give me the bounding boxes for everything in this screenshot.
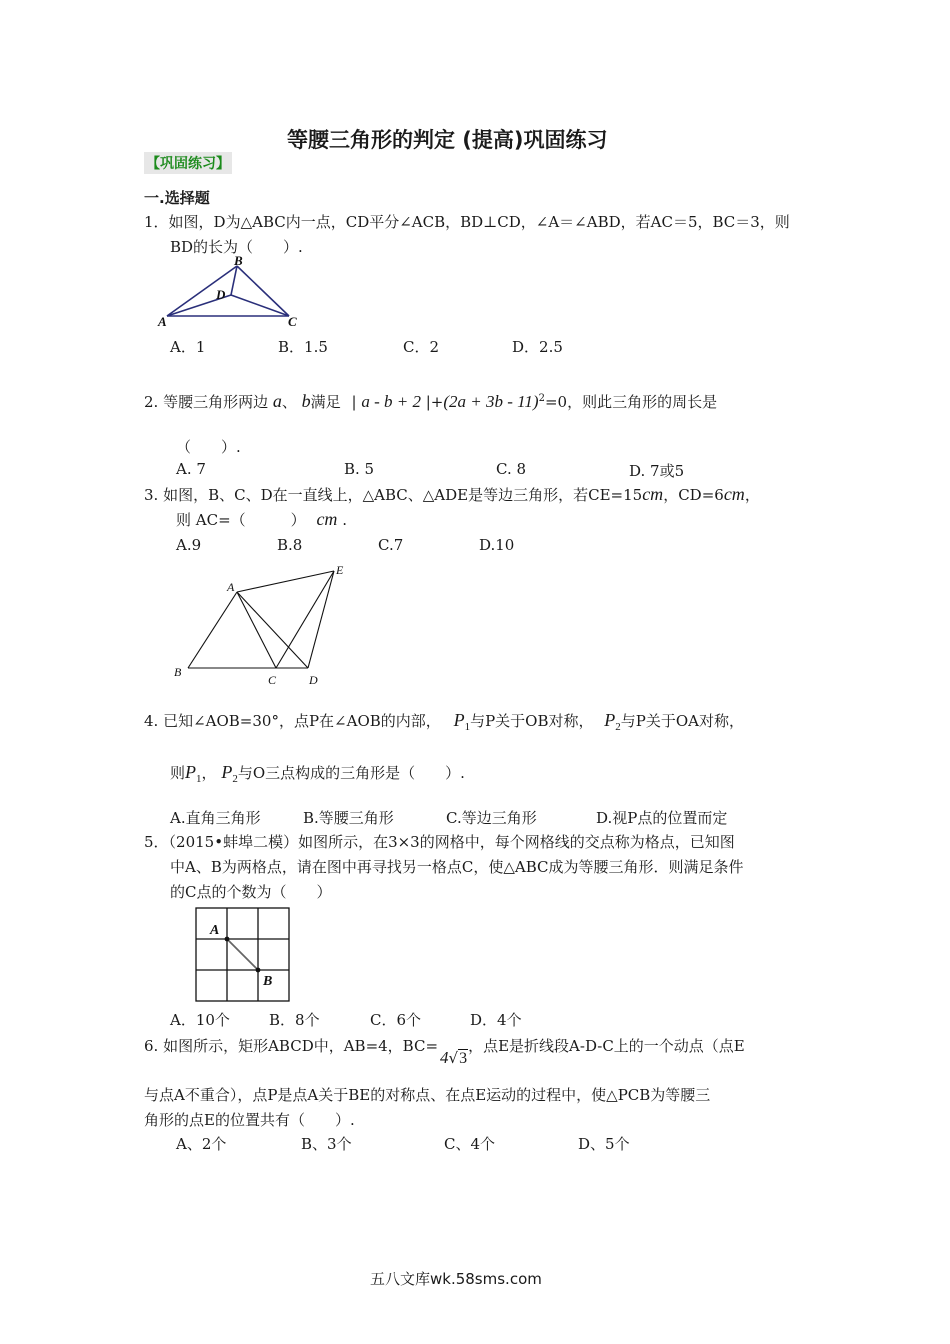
- q3-pre: 3. 如图，B、C、D在一直线上，△ABC、△ADE是等边三角形，若CE=15: [144, 486, 643, 504]
- q3-figure: [168, 560, 358, 690]
- q1-edge-ab: [167, 266, 237, 316]
- q4-p2-again: [221, 762, 238, 785]
- q3-line2-pre: 则 AC=（ ）: [176, 511, 306, 529]
- q2-sq-expr: (2a + 3b - 11): [443, 392, 539, 411]
- q5-point-a: [225, 937, 230, 942]
- q3-edge-ad: [237, 592, 308, 668]
- q1-option-c: C．2: [403, 338, 440, 356]
- q1-line2: BD的长为（ ）.: [170, 238, 303, 256]
- q4-mid1: 与P关于OB对称，: [470, 712, 594, 730]
- q1-label-b: B: [234, 253, 243, 268]
- q3-option-d: D.10: [479, 536, 515, 554]
- q4-option-a: A.直角三角形: [170, 809, 261, 827]
- q3-edge-ae: [237, 571, 334, 592]
- q4-line2-pre: 则: [170, 764, 186, 782]
- q3-edge-ac: [237, 592, 276, 668]
- page-footer: 五八文库wk.58sms.com: [370, 1270, 542, 1288]
- q2-plus: +: [430, 393, 444, 411]
- q5-grid-figure: [190, 904, 300, 1004]
- q2-line1: [144, 391, 717, 412]
- q2-mid: 满足: [310, 393, 341, 411]
- q1-label-c: C: [288, 314, 297, 329]
- q3-label-b: B: [174, 665, 182, 679]
- q4-line2-post: 与O三点构成的三角形是（ ）.: [237, 764, 465, 782]
- q2-line2: （ ）.: [176, 438, 241, 456]
- q5-option-b: B．8个: [269, 1011, 320, 1029]
- q1-label-d: D: [216, 287, 226, 302]
- q3-option-a: A.9: [176, 536, 202, 554]
- q2-abs-close: |: [425, 393, 431, 411]
- page-title: 等腰三角形的判定 (提高)巩固练习: [287, 128, 608, 152]
- q1-option-a: A．1: [170, 338, 206, 356]
- q2-abs-open: |: [351, 393, 357, 411]
- q2-option-b: B. 5: [344, 460, 375, 478]
- q6-post: ，点E是折线段A-D-C上的一个动点（点E: [468, 1037, 745, 1055]
- q2-option-a: A. 7: [176, 460, 206, 478]
- q6-radical-value: 3: [459, 1050, 468, 1067]
- q4-p1-letter: P: [453, 710, 465, 730]
- q3-edge-de: [308, 571, 334, 668]
- q4-option-b: B.等腰三角形: [303, 809, 394, 827]
- q4-pre: 4. 已知∠AOB=30°，点P在∠AOB的内部，: [144, 712, 441, 730]
- q5-option-a: A．10个: [170, 1011, 230, 1029]
- q2-var-a: a: [272, 391, 282, 411]
- q5-label-b: B: [263, 974, 273, 989]
- q1-option-d: D．2.5: [512, 338, 563, 356]
- q5-option-c: C．6个: [370, 1011, 422, 1029]
- q4-p2-sub: 2: [615, 721, 621, 733]
- q3-label-d: D: [309, 673, 318, 687]
- q1-edge-dc: [231, 295, 289, 316]
- q4-line2: [170, 762, 465, 785]
- q4-p1: [453, 710, 471, 733]
- q4-option-c: C.等边三角形: [446, 809, 537, 827]
- q1-label-a: A: [158, 314, 167, 329]
- q4-p2-again-sub: 2: [232, 773, 238, 785]
- practice-tag: 【巩固练习】: [144, 152, 232, 174]
- q5-segment-ab: [227, 939, 258, 970]
- q2-post: =0，则此三角形的周长是: [544, 393, 718, 411]
- q2-var-b: b: [301, 391, 311, 411]
- q6-line1: [144, 1035, 745, 1067]
- q3-unit-2: cm: [723, 484, 745, 504]
- q5-line1: 5．（2015•蚌埠二模）如图所示，在3×3的网格中，每个网格线的交点称为格点，已知图: [144, 833, 735, 851]
- q4-p1-again-letter: P: [185, 762, 197, 782]
- q4-mid2: 与P关于OA对称，: [620, 712, 744, 730]
- q6-radical: [440, 1048, 468, 1068]
- q3-line2: [176, 509, 347, 530]
- q2-option-d: D. 7或5: [629, 462, 685, 480]
- q1-edge-bc: [237, 266, 289, 316]
- q3-line2-end: .: [337, 511, 347, 529]
- q3-label-a: A: [227, 580, 235, 594]
- q3-mid: ，CD=6: [663, 486, 724, 504]
- q1-line1: 1．如图，D为△ABC内一点，CD平分∠ACB，BD⊥CD，∠A＝∠ABD，若AC＝5，BC＝3，则: [144, 213, 790, 231]
- q4-option-d: D.视P点的位置而定: [596, 809, 728, 827]
- q4-line1: [144, 710, 744, 733]
- q3-label-e: E: [336, 563, 344, 577]
- q1-option-b: B．1.5: [278, 338, 328, 356]
- q5-line2: 中A、B为两格点，请在图中再寻找另一格点C，使△ABC成为等腰三角形．则满足条件: [170, 858, 744, 876]
- q2-sq-pow: 2: [538, 393, 545, 404]
- q6-radical-coef: 4: [440, 1048, 449, 1067]
- q4-p2-letter: P: [604, 710, 616, 730]
- q6-line3: 角形的点E的位置共有（ ）.: [144, 1111, 355, 1129]
- q3-option-b: B.8: [277, 536, 303, 554]
- q3-edge-ce: [276, 571, 334, 668]
- q4-p2: [604, 710, 621, 733]
- q3-end: ，: [744, 486, 760, 504]
- q3-option-c: C.7: [378, 536, 404, 554]
- q3-label-c: C: [268, 673, 277, 687]
- q4-comma: ，: [201, 764, 217, 782]
- q6-option-a: A、2个: [176, 1135, 227, 1153]
- q4-p1-sub: 1: [464, 721, 471, 733]
- section-heading: 一.选择题: [144, 189, 210, 207]
- q3-edge-ab: [188, 592, 237, 668]
- q1-figure: [155, 252, 315, 332]
- q5-point-b: [256, 968, 261, 973]
- q5-label-a: A: [210, 923, 220, 938]
- q3-unit-3: cm: [316, 509, 338, 529]
- q6-pre: 6. 如图所示，矩形ABCD中，AB=4，BC=: [144, 1037, 439, 1055]
- q2-sep: 、: [281, 393, 297, 411]
- q2-pre: 2. 等腰三角形两边: [144, 393, 269, 411]
- q2-option-c: C. 8: [496, 460, 527, 478]
- q5-line3: 的C点的个数为（ ）: [170, 883, 332, 901]
- q3-unit-1: cm: [642, 484, 664, 504]
- q6-radical-sign: √: [448, 1049, 459, 1067]
- q2-abs-expr: a - b + 2: [361, 392, 421, 411]
- q6-line2: 与点A不重合），点P是点A关于BE的对称点、在点E运动的过程中，使△PCB为等腰三: [144, 1086, 711, 1104]
- q4-p1-again-sub: 1: [196, 773, 202, 785]
- q4-p1-again: [185, 762, 202, 785]
- q3-line1: [144, 484, 760, 505]
- q6-option-b: B、3个: [301, 1135, 352, 1153]
- q6-option-c: C、4个: [444, 1135, 496, 1153]
- q5-option-d: D．4个: [470, 1011, 522, 1029]
- q4-p2-again-letter: P: [221, 762, 233, 782]
- q6-option-d: D、5个: [578, 1135, 630, 1153]
